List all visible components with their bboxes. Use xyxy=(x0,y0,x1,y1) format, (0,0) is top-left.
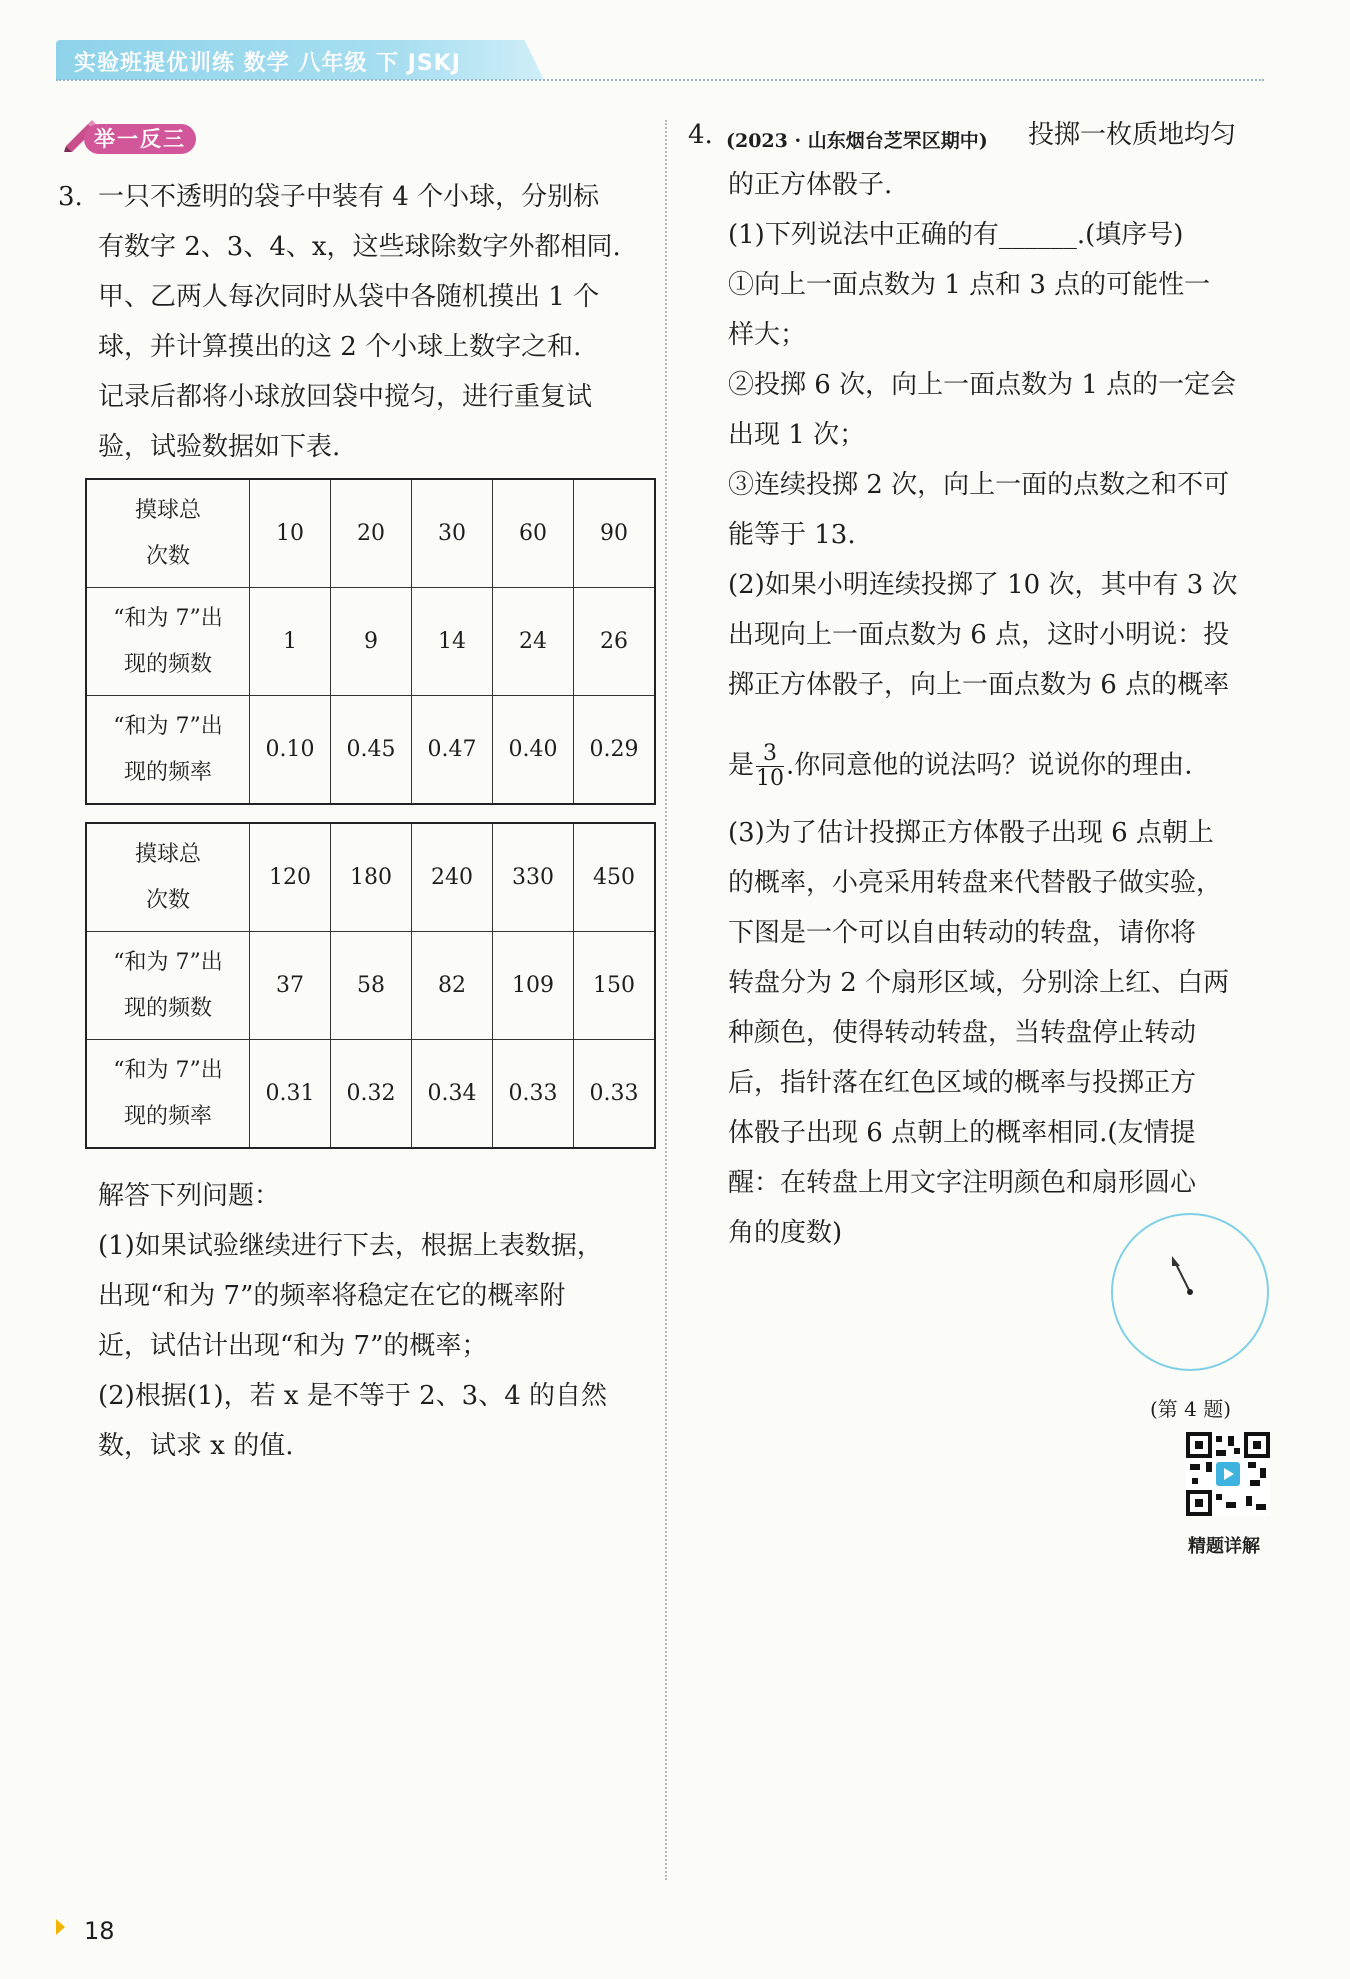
q4-part3-line-4: 转盘分为 2 个扇形区域，分别涂上红、白两 xyxy=(728,968,1230,998)
figure-caption: (第 4 题) xyxy=(1150,1397,1232,1421)
table-cell: 10 xyxy=(250,479,331,588)
q4-part3-line-5: 种颜色，使得转动转盘，当转盘停止转动 xyxy=(728,1018,1197,1048)
q4-line-6: 出现 1 次； xyxy=(728,420,866,450)
q3-after-line-4: 近，试估计出现“和为 7”的概率； xyxy=(98,1331,488,1361)
spinner-figure xyxy=(1106,1208,1276,1378)
fraction xyxy=(756,742,784,791)
section-badge: 举一反三 xyxy=(84,124,196,154)
table-cell: 0.47 xyxy=(412,696,493,805)
table-cell: 14 xyxy=(412,588,493,696)
q4-line-4: 样大； xyxy=(728,320,807,350)
table-cell: 0.31 xyxy=(250,1040,331,1149)
spinner-center xyxy=(1187,1289,1193,1295)
q4-part3-line-9: 角的度数) xyxy=(728,1218,843,1248)
table-cell: 90 xyxy=(574,479,656,588)
table-cell: 0.33 xyxy=(493,1040,574,1149)
table-cell: 20 xyxy=(331,479,412,588)
pointer-arrow-icon xyxy=(1172,1256,1180,1266)
q4-line-2: (1)下列说法中正确的有______.(填序号) xyxy=(728,220,1184,250)
table-row xyxy=(86,932,655,1040)
q4-line-8: 能等于 13. xyxy=(728,520,856,550)
q4-line-3: ①向上一面点数为 1 点和 3 点的可能性一 xyxy=(728,270,1211,300)
q4-line-0: 投掷一枚质地均匀 xyxy=(1028,120,1237,150)
table-row xyxy=(86,823,655,932)
q3-after-line-3: 出现“和为 7”的频率将稳定在它的概率附 xyxy=(98,1281,566,1311)
table-cell: 109 xyxy=(493,932,574,1040)
q3-after-line-2: (1)如果试验继续进行下去，根据上表数据， xyxy=(98,1231,603,1261)
q3-number: 3. xyxy=(58,182,83,212)
table-cell: 58 xyxy=(331,932,412,1040)
spinner-pointer xyxy=(1176,1264,1190,1292)
table-row xyxy=(86,1040,655,1149)
table-row xyxy=(86,479,655,588)
q3-after-line-6: 数，试求 x 的值. xyxy=(98,1431,294,1461)
q4-fraction-line xyxy=(728,742,1193,791)
table-cell: 9 xyxy=(331,588,412,696)
q4-line-5: ②投掷 6 次，向上一面点数为 1 点的一定会 xyxy=(728,370,1237,400)
page-marker-icon xyxy=(56,1919,65,1935)
table-cell: 0.10 xyxy=(250,696,331,805)
qr-caption: 精题详解 xyxy=(1188,1536,1260,1557)
table-cell: 37 xyxy=(250,932,331,1040)
row-header: 摸球总 次数 xyxy=(86,823,250,932)
table-cell: 0.33 xyxy=(574,1040,656,1149)
table-row xyxy=(86,588,655,696)
table-cell: 60 xyxy=(493,479,574,588)
fraction-suffix: .你同意他的说法吗？说说你的理由. xyxy=(786,750,1193,781)
row-header: “和为 7”出 现的频率 xyxy=(86,1040,250,1149)
q3-line-4: 球，并计算摸出的这 2 个小球上数字之和. xyxy=(98,332,582,362)
column-divider xyxy=(665,120,667,1880)
table-cell: 150 xyxy=(574,932,656,1040)
q3-after-line-5: (2)根据(1)，若 x 是不等于 2、3、4 的自然 xyxy=(98,1381,608,1411)
table-cell: 0.45 xyxy=(331,696,412,805)
q3-line-1: 一只不透明的袋子中装有 4 个小球，分别标 xyxy=(98,182,600,212)
qr-code-icon[interactable] xyxy=(1186,1432,1270,1516)
q3-line-3: 甲、乙两人每次同时从袋中各随机摸出 1 个 xyxy=(98,282,600,312)
table-cell: 24 xyxy=(493,588,574,696)
q4-part3-line-2: 的概率，小亮采用转盘来代替骰子做实验， xyxy=(728,868,1223,898)
fraction-denominator: 10 xyxy=(756,766,785,791)
q4-part3-line-1: (3)为了估计投掷正方体骰子出现 6 点朝上 xyxy=(728,818,1214,848)
q4-part3-line-3: 下图是一个可以自由转动的转盘，请你将 xyxy=(728,918,1197,948)
frequency-table-1 xyxy=(85,478,656,805)
table-cell: 0.29 xyxy=(574,696,656,805)
q4-line-7: ③连续投掷 2 次，向上一面的点数之和不可 xyxy=(728,470,1230,500)
row-header: 摸球总 次数 xyxy=(86,479,250,588)
q3-after-line-1: 解答下列问题： xyxy=(98,1181,281,1211)
q4-line-9: (2)如果小明连续投掷了 10 次，其中有 3 次 xyxy=(728,570,1238,600)
q4-part3-line-7: 体骰子出现 6 点朝上的概率相同.(友情提 xyxy=(728,1118,1196,1148)
book-title: 实验班提优训练 数学 八年级 下 JSKJ xyxy=(74,51,461,76)
table-cell: 240 xyxy=(412,823,493,932)
frequency-table-2 xyxy=(85,822,656,1149)
table-cell: 26 xyxy=(574,588,656,696)
table-cell: 1 xyxy=(250,588,331,696)
fraction-prefix: 是 xyxy=(728,750,755,781)
row-header: “和为 7”出 现的频数 xyxy=(86,588,250,696)
table-cell: 120 xyxy=(250,823,331,932)
q4-line-11: 掷正方体骰子，向上一面点数为 6 点的概率 xyxy=(728,670,1230,700)
table-cell: 0.34 xyxy=(412,1040,493,1149)
q3-line-2: 有数字 2、3、4、x，这些球除数字外都相同. xyxy=(98,232,621,262)
q4-number: 4. xyxy=(688,120,713,150)
q4-line-10: 出现向上一面点数为 6 点，这时小明说：投 xyxy=(728,620,1230,650)
q3-line-6: 验，试验数据如下表. xyxy=(98,432,341,462)
q4-part3-line-6: 后，指针落在红色区域的概率与投掷正方 xyxy=(728,1068,1197,1098)
table-cell: 30 xyxy=(412,479,493,588)
q4-source: (2023 · 山东烟台芝罘区期中) xyxy=(726,130,988,152)
header-rule xyxy=(56,79,1264,81)
table-cell: 82 xyxy=(412,932,493,1040)
fraction-numerator: 3 xyxy=(756,742,784,767)
q4-part3-line-8: 醒：在转盘上用文字注明颜色和扇形圆心 xyxy=(728,1168,1197,1198)
table-cell: 450 xyxy=(574,823,656,932)
q3-line-5: 记录后都将小球放回袋中搅匀，进行重复试 xyxy=(98,382,593,412)
table-row xyxy=(86,696,655,805)
row-header: “和为 7”出 现的频率 xyxy=(86,696,250,805)
row-header: “和为 7”出 现的频数 xyxy=(86,932,250,1040)
table-cell: 0.32 xyxy=(331,1040,412,1149)
q4-line-1: 的正方体骰子. xyxy=(728,170,893,200)
table-cell: 0.40 xyxy=(493,696,574,805)
table-cell: 180 xyxy=(331,823,412,932)
table-cell: 330 xyxy=(493,823,574,932)
page-number: 18 xyxy=(84,1917,115,1945)
